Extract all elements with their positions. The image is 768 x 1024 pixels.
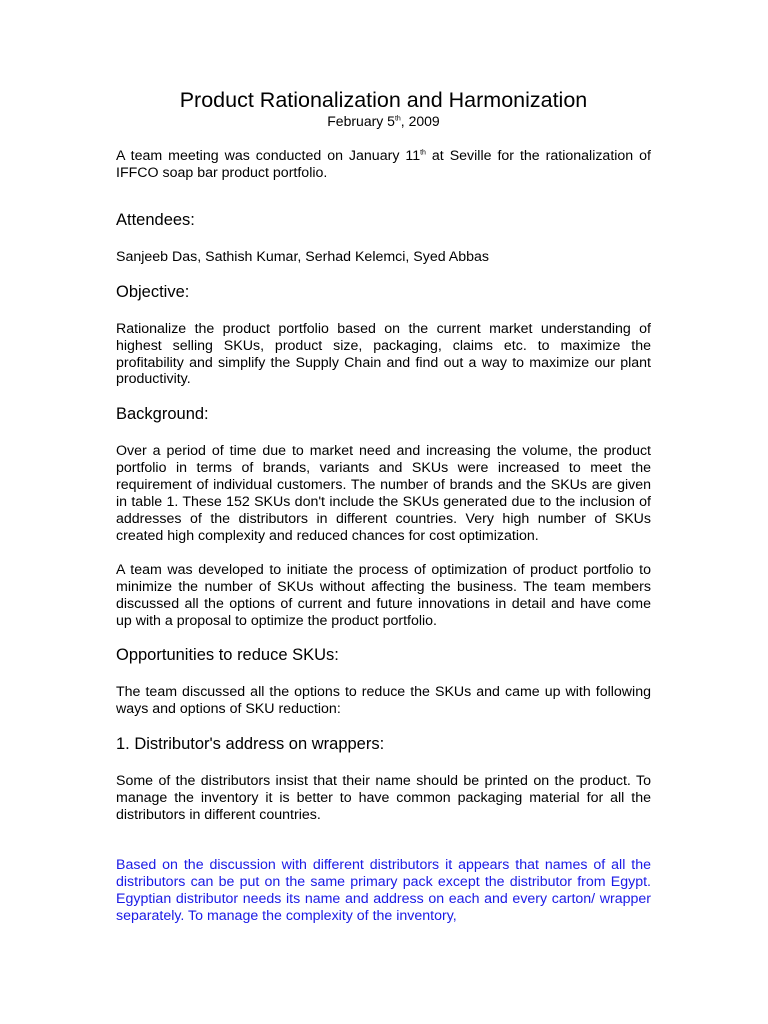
objective-text: Rationalize the product portfolio based on the current market understanding of highest selling SKUs, product size, packaging, claims etc. to maximize the profitability and simplify the Supply Chain and find out a way to maximize our plant productivity. [116, 320, 651, 388]
objective-heading: Objective: [116, 282, 190, 301]
intro-prefix: A team meeting was conducted on January 11 [116, 148, 421, 164]
background-heading: Background: [116, 405, 209, 424]
document-date [116, 114, 651, 128]
distributor-heading: 1. Distributor's address on wrappers: [116, 735, 385, 754]
document-page [116, 86, 651, 925]
date-suffix: , 2009 [400, 113, 440, 129]
date-prefix: February 5 [327, 113, 395, 129]
background-paragraph-2: A team was developed to initiate the process of optimization of product portfolio to minimize the number of SKUs without affecting the business. The team members discussed all the options of current and future innovations in detail and have come up with a proposal to optimize the product portfolio. [116, 561, 651, 629]
distributor-text: Some of the distributors insist that their name should be printed on the product. To manage the inventory it is better to have common packaging material for all the distributors in different countries. [116, 773, 651, 824]
date-superscript: th [394, 115, 401, 123]
intro-suffix: at Seville for the rationalization of IFFCO soap bar product portfolio. [116, 148, 651, 181]
attendees-heading: Attendees: [116, 210, 195, 229]
document-title: Product Rationalization and Harmonization [179, 88, 588, 112]
opportunities-heading: Opportunities to reduce SKUs: [116, 646, 339, 665]
attendees-text: Sanjeeb Das, Sathish Kumar, Serhad Kelemci, Syed Abbas [116, 248, 490, 265]
distributor-highlight-text: Based on the discussion with different distributors it appears that names of all the distributors can be put on the same primary pack except the distributor from Egypt. Egyptian distributor needs its name and address on each and every carton/ wrapper separately. To manage the complexity of the inventory, [116, 856, 651, 924]
background-paragraph-1: Over a period of time due to market need and increasing the volume, the product portfolio in terms of brands, variants and SKUs were increased to meet the requirement of individual customers. The number of brands and the SKUs are given in table 1. These 152 SKUs don't include the SKUs generated due to the inclusion of addresses of the distributors in different countries. Very high number of SKUs created high complexity and reduced chances for cost optimization. [116, 443, 651, 544]
intro-paragraph [116, 148, 651, 182]
intro-superscript: th [420, 149, 426, 157]
opportunities-text: The team discussed all the options to reduce the SKUs and came up with following ways and options of SKU reduction: [116, 684, 651, 718]
